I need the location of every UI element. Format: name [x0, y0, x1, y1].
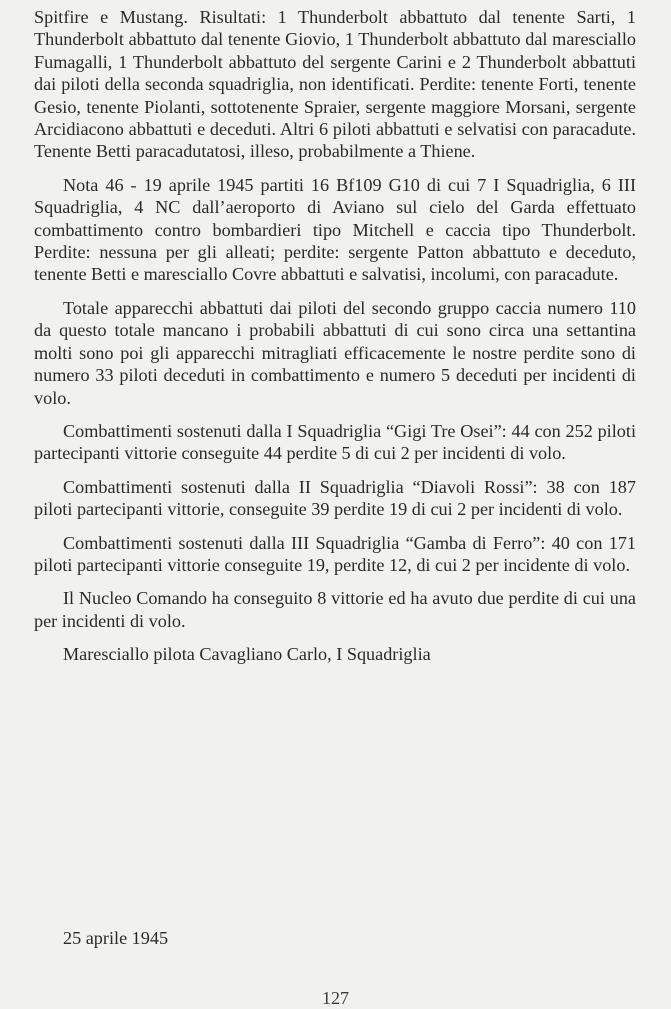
date: 25 aprile 1945 — [63, 928, 169, 948]
paragraph-squadriglia-2: Combattimenti sostenuti dalla II Squadriglia “Diavoli Rossi”: 38 con 187 piloti partecipanti vittorie, conseguite 39 perdite 19 di cui 2 per incidenti di volo. — [34, 476, 636, 520]
paragraph-totals: Totale apparecchi abbattuti dai piloti del secondo gruppo caccia numero 110 da questo totale mancano i probabili abbattuti di cui sono circa una settantina molti sono poi gli apparecchi mitragliati efficacemente le nostre perdite sono di numero 33 piloti deceduti in combattimento e numero 5 deceduti per incidenti di volo. — [34, 297, 636, 408]
paragraph-nucleo-comando: Il Nucleo Comando ha conseguito 8 vittorie ed ha avuto due perdite di cui una per incidenti di volo. — [34, 588, 636, 631]
document-page — [34, 6, 636, 948]
paragraph-note-46: Nota 46 - 19 aprile 1945 partiti 16 Bf109 G10 di cui 7 I Squadriglia, 6 III Squadriglia, 4 NC dall’aeroporto di Aviano sul cielo del Garda effettuato combattimento contro bombardieri tipo Mitchell e caccia tipo Thunderbolt. Perdite: nessuna per gli alleati; perdite: sergente Patton abbattuto e deceduto, tenente Betti e maresciallo Covre abbattuti e salvatisi, incolumi, con paracadute. — [34, 174, 636, 285]
paragraph-results: Spitfire e Mustang. Risultati: 1 Thunderbolt abbattuto dal tenente Sarti, 1 Thunderbolt abbattuto dal tenente Giovio, 1 Thunderbolt abbattuto dal maresciallo Fumagalli, 1 Thunderbolt abbattuto del sergente Carini e 2 Thunderbolt abbattuti dai piloti della seconda squadriglia, non identificati. Perdite: tenente Forti, tenente Gesio, tenente Piolanti, sottotenente Spraier, sergente maggiore Morsani, sergente Arcidiacono abbattuti e deceduti. Altri 6 piloti abbattuti e selvatisi con paracadute. Tenente Betti paracadutatosi, illeso, probabilmente a Thiene. — [34, 7, 636, 162]
page-number: 127 — [322, 988, 349, 1008]
paragraph-squadriglia-1: Combattimenti sostenuti dalla I Squadriglia “Gigi Tre Osei”: 44 con 252 piloti partecipanti vittorie conseguite 44 perdite 5 di cui 2 per incidenti di volo. — [34, 420, 636, 464]
signature: Maresciallo pilota Cavagliano Carlo, I Squadriglia — [63, 644, 431, 665]
paragraph-squadriglia-3: Combattimenti sostenuti dalla III Squadriglia “Gamba di Ferro”: 40 con 171 piloti partecipanti vittorie conseguite 19, perdite 12, di cui 2 per incidente di volo. — [34, 532, 636, 575]
